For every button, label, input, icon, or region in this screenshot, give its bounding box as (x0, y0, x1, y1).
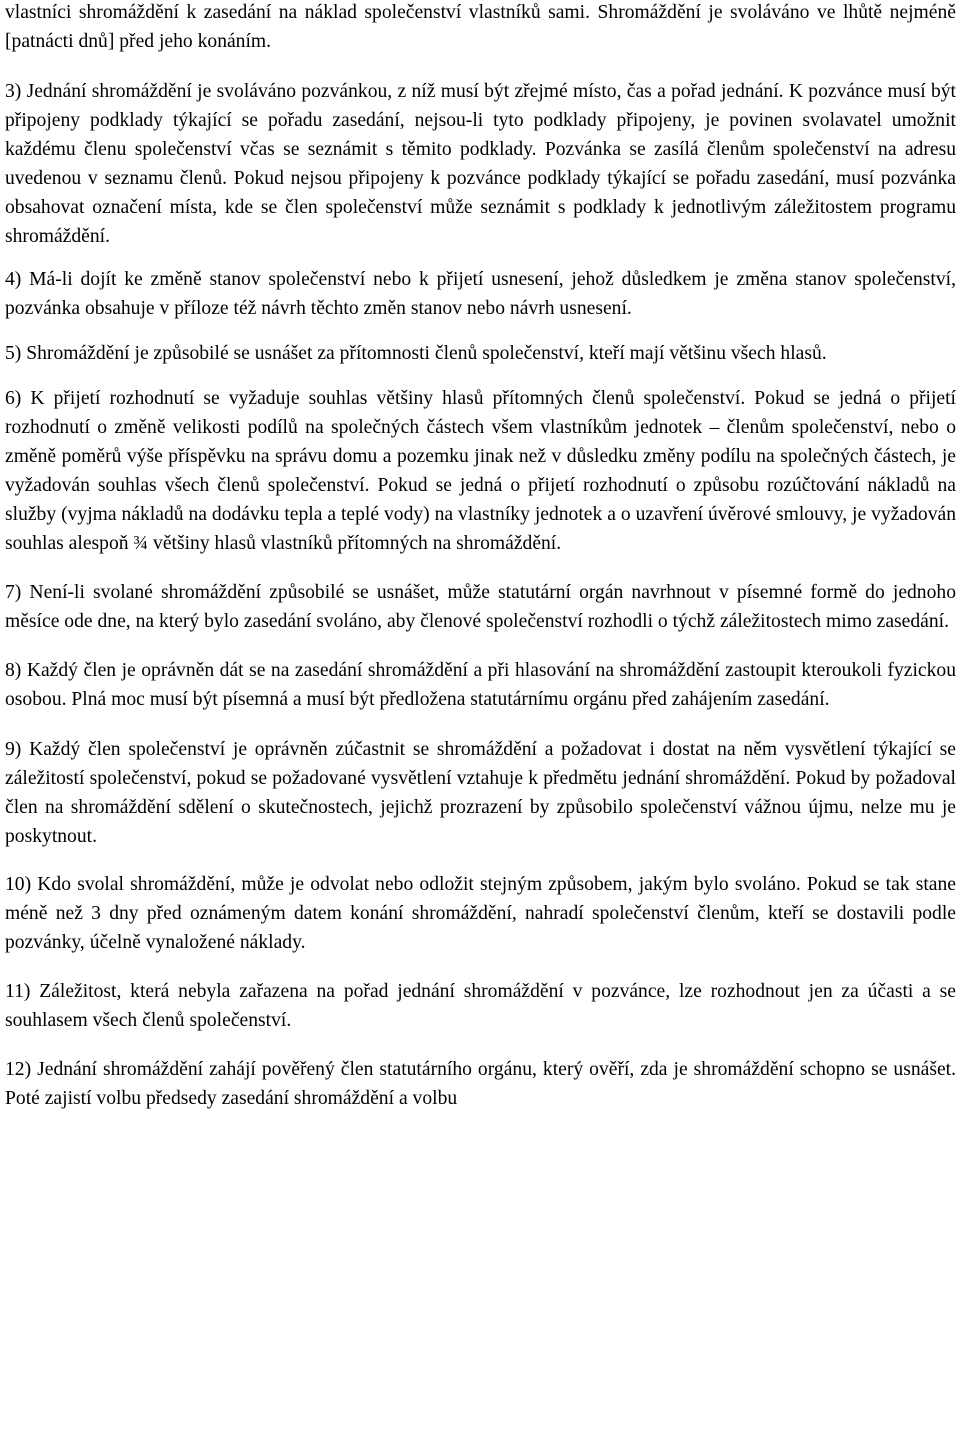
paragraph-intro: vlastníci shromáždění k zasedání na náklad společenství vlastníků sami. Shromáždění je svoláváno ve lhůtě nejméně [patnácti dnů] před jeho konáním. (5, 2, 956, 52)
paragraph-7: 7) Není-li svolané shromáždění způsobilé se usnášet, může statutární orgán navrhnout v písemné formě do jednoho měsíce ode dne, na který bylo zasedání svoláno, aby členové společenství rozhodli o týchž záležitostech mimo zasedání. (5, 582, 956, 632)
paragraph-12: 12) Jednání shromáždění zahájí pověřený člen statutárního orgánu, který ověří, zda je shromáždění schopno se usnášet. Poté zajistí volbu předsedy zasedání shromáždění a volbu (5, 1059, 956, 1109)
paragraph-5: 5) Shromáždění je způsobilé se usnášet za přítomnosti členů společenství, kteří mají většinu všech hlasů. (5, 343, 827, 364)
paragraph-8: 8) Každý člen je oprávněn dát se na zasedání shromáždění a při hlasování na shromáždění zastoupit kteroukoli fyzickou osobou. Plná moc musí být písemná a musí být předložena statutárnímu orgánu před zahájením zasedání. (5, 660, 956, 710)
paragraph-11: 11) Záležitost, která nebyla zařazena na pořad jednání shromáždění v pozvánce, lze rozhodnout jen za účasti a se souhlasem všech členů společenství. (5, 981, 956, 1031)
paragraph-10: 10) Kdo svolal shromáždění, může je odvolat nebo odložit stejným způsobem, jakým bylo svoláno. Pokud se tak stane méně než 3 dny před oznámeným datem konání shromáždění, nahradí společenství členům, kteří se dostavili podle pozvánky, účelně vynaložené náklady. (5, 874, 956, 953)
paragraph-3: 3) Jednání shromáždění je svoláváno pozvánkou, z níž musí být zřejmé místo, čas a pořad jednání. K pozvánce musí být připojeny podklady týkající se pořadu zasedání, nejsou-li tyto podklady připojeny, je povinen svolavatel umožnit každému členu společenství včas se seznámit s těmito podklady. Pozvánka se zasílá členům společenství na adresu uvedenou v seznamu členů. Pokud nejsou připojeny k pozvánce podklady týkající se pořadu zasedání, musí pozvánka obsahovat označení místa, kde se člen společenství může seznámit s podklady k jednotlivým záležitostem programu shromáždění. (5, 81, 956, 247)
paragraph-4: 4) Má-li dojít ke změně stanov společenství nebo k přijetí usnesení, jehož důsledkem je změna stanov společenství, pozvánka obsahuje v příloze též návrh těchto změn stanov nebo návrh usnesení. (5, 269, 956, 319)
paragraph-9: 9) Každý člen společenství je oprávněn zúčastnit se shromáždění a požadovat i dostat na něm vysvětlení týkající se záležitostí společenství, pokud se požadované vysvětlení vztahuje k předmětu jednání shromáždění. Pokud by požadoval člen na shromáždění sdělení o skutečnostech, jejichž prozrazení by způsobilo společenství vážnou újmu, nelze mu je poskytnout. (5, 739, 956, 847)
paragraph-6: 6) K přijetí rozhodnutí se vyžaduje souhlas většiny hlasů přítomných členů společenství. Pokud se jedná o přijetí rozhodnutí o změně velikosti podílů na společných částech všem vlastníkům jednotek – členům společenství, nebo o změně poměrů výše příspěvku na správu domu a pozemku jinak než v důsledku změny podílu na společných částech, je vyžadován souhlas všech členů společenství. Pokud se jedná o přijetí rozhodnutí o způsobu rozúčtování nákladů na služby (vyjma nákladů na dodávku tepla a teplé vody) na vlastníky jednotek a o uzavření úvěrové smlouvy, je vyžadován souhlas alespoň ¾ většiny hlasů vlastníků přítomných na shromáždění. (5, 388, 956, 554)
